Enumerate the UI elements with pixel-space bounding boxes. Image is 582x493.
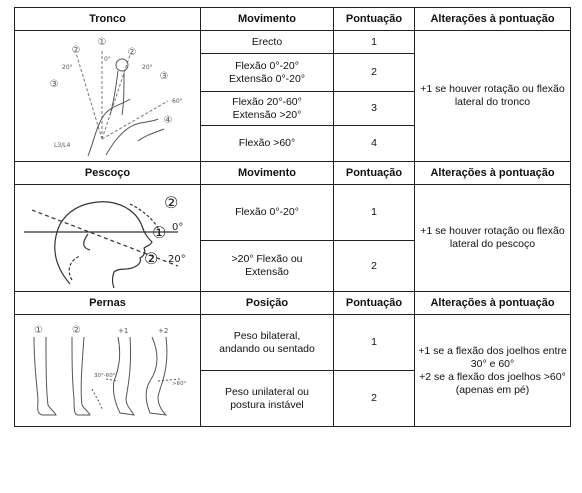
trunk-angle-60: 60° <box>171 98 183 105</box>
trunk-angle-0: 0° <box>103 56 111 63</box>
neck-desc-2: >20° Flexão ou Extensão <box>201 241 334 292</box>
trunk-header-row <box>15 8 571 31</box>
legs-angle-30-60: 30°-60° <box>93 372 115 379</box>
legs-label-plus1: +1 <box>117 326 128 335</box>
trunk-adjustment-note: +1 se houver rotação ou flexão lateral do tronco <box>415 31 571 162</box>
legs-title: Pernas <box>15 292 201 315</box>
legs-desc-2: Peso unilateral ou postura instável <box>201 371 334 427</box>
legs-adjustment-note: +1 se a flexão dos joelhos entre 30° e 60° +2 se a flexão dos joelhos >60° (apenas em pé) <box>415 315 571 427</box>
neck-posture-illustration <box>18 186 198 290</box>
trunk-score-2: 2 <box>334 54 415 92</box>
legs-posture-illustration <box>18 319 198 423</box>
legs-label-plus2: +2 <box>157 326 168 335</box>
trunk-label-4: ④ <box>163 115 172 126</box>
neck-label-1: ① <box>151 223 166 242</box>
reba-table <box>14 7 571 427</box>
neck-figure <box>15 185 201 292</box>
trunk-desc-4: Flexão >60° <box>201 125 334 161</box>
neck-score-1: 1 <box>334 185 415 241</box>
legs-desc-1: Peso bilateral, andando ou sentado <box>201 315 334 371</box>
table-row <box>15 315 571 371</box>
trunk-figure <box>15 31 201 162</box>
neck-score-2: 2 <box>334 241 415 292</box>
trunk-movement-header: Movimento <box>201 8 334 31</box>
table-row <box>15 31 571 54</box>
trunk-label-3a: ③ <box>49 79 58 90</box>
trunk-adjust-header: Alterações à pontuação <box>415 8 571 31</box>
neck-adjust-header: Alterações à pontuação <box>415 162 571 185</box>
trunk-score-header: Pontuação <box>334 8 415 31</box>
trunk-label-1: ① <box>97 37 106 48</box>
legs-header-row <box>15 292 571 315</box>
legs-score-header: Pontuação <box>334 292 415 315</box>
neck-angle-20: 20° <box>167 254 186 265</box>
neck-movement-header: Movimento <box>201 162 334 185</box>
table-row <box>15 185 571 241</box>
trunk-desc-3: Flexão 20°-60° Extensão >20° <box>201 92 334 125</box>
legs-label-1: ① <box>33 324 43 336</box>
legs-label-2: ② <box>71 324 81 336</box>
legs-figure <box>15 315 201 427</box>
trunk-score-1: 1 <box>334 31 415 54</box>
legs-score-2: 2 <box>334 371 415 427</box>
trunk-label-2b: ② <box>127 47 136 58</box>
neck-header-row <box>15 162 571 185</box>
neck-angle-0: 0° <box>171 222 183 233</box>
trunk-desc-2: Flexão 0°-20° Extensão 0°-20° <box>201 54 334 92</box>
neck-label-2-bottom: ② <box>143 249 158 268</box>
neck-title: Pescoço <box>15 162 201 185</box>
trunk-posture-illustration <box>18 31 198 161</box>
trunk-label-2a: ② <box>71 45 80 56</box>
trunk-title: Tronco <box>15 8 201 31</box>
neck-label-2-top: ② <box>163 193 178 212</box>
neck-desc-1: Flexão 0°-20° <box>201 185 334 241</box>
trunk-angle-20a: 20° <box>61 64 73 71</box>
legs-position-header: Posição <box>201 292 334 315</box>
trunk-score-3: 3 <box>334 92 415 125</box>
trunk-angle-20b: 20° <box>141 64 153 71</box>
legs-score-1: 1 <box>334 315 415 371</box>
neck-score-header: Pontuação <box>334 162 415 185</box>
legs-adjust-header: Alterações à pontuação <box>415 292 571 315</box>
legs-angle-60: >60° <box>171 380 186 387</box>
trunk-vertebra-label: L3/L4 <box>53 142 70 149</box>
neck-adjustment-note: +1 se houver rotação ou flexão lateral do pescoço <box>415 185 571 292</box>
trunk-label-3b: ③ <box>159 71 168 82</box>
trunk-score-4: 4 <box>334 125 415 161</box>
trunk-desc-1: Erecto <box>201 31 334 54</box>
